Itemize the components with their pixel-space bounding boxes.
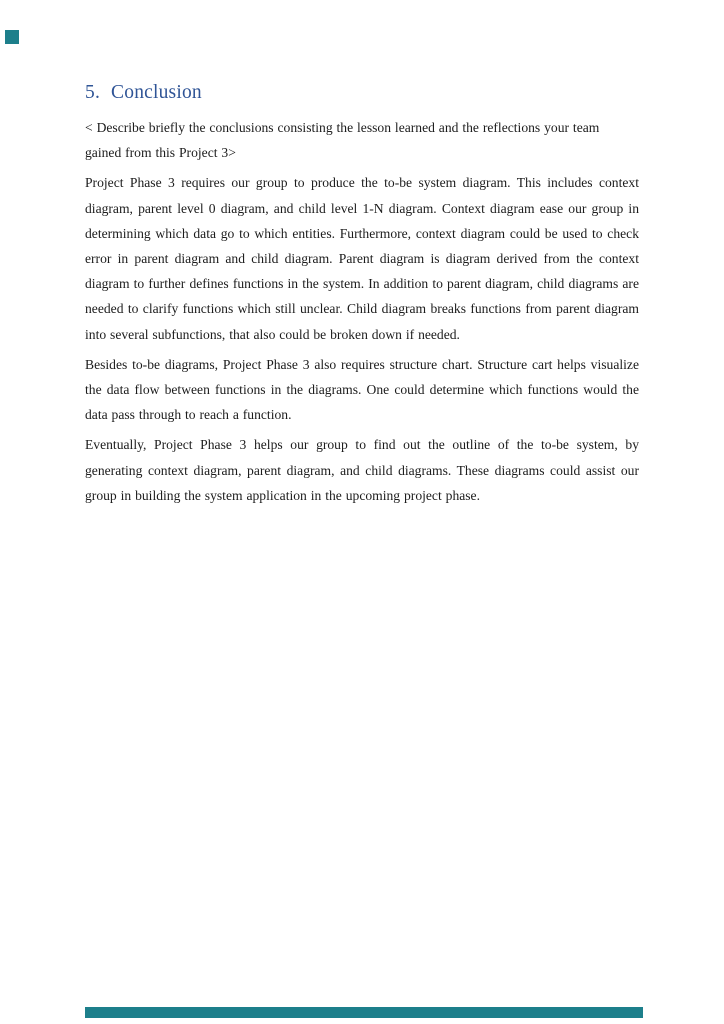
placeholder-instruction-text: < Describe briefly the conclusions consisting the lesson learned and the reflections your team gained from this Project 3> [85,120,600,161]
page-content [85,80,639,513]
conclusion-paragraph-3: Eventually, Project Phase 3 helps our group to find out the outline of the to-be system, by generating context diagram, parent diagram, and child diagrams. These diagrams could assist our group in building the system application in the upcoming project phase. [85,437,639,503]
section-heading-number: 5. [85,82,101,103]
conclusion-paragraph-2: Besides to-be diagrams, Project Phase 3 also requires structure chart. Structure cart helps visualize the data flow between functions in the diagrams. One could determine which functions would the data pass through to reach a function. [85,356,639,423]
section-heading [85,80,639,106]
corner-accent-mark [5,30,19,44]
section-heading-title: Conclusion [111,82,202,103]
conclusion-paragraph-1: Project Phase 3 requires our group to produce the to-be system diagram. This includes context diagram, parent level 0 diagram, and child level 1-N diagram. Context diagram ease our group in determining which data go to which entities. Furthermore, context diagram could be used to check error in parent diagram and child diagram. Parent diagram is diagram derived from the context diagram to further defines functions in the system. In addition to parent diagram, child diagrams are needed to clarify functions which still unclear. Child diagram breaks functions from parent diagram into several subfunctions, that also could be broken down if needed. [85,175,639,342]
next-page-table-edge-strip [85,1007,643,1018]
